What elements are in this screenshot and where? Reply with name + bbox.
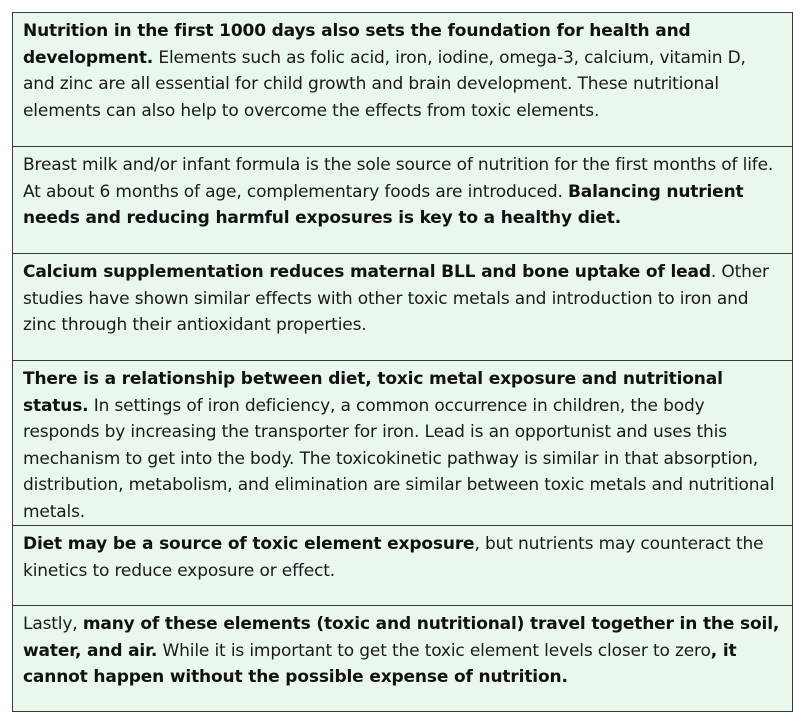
cell-text: In settings of iron deficiency, a common occurrence in children, the body responds by increasing the transporter for iron. Lead is an opportunist and uses this mechanism to get into the body. The toxicokinetic pathway is similar in that absorption, distribution, metabolism, and elimination are similar between toxic metals and nutritional metals. bbox=[23, 395, 775, 522]
cell-text: . Other studies have shown similar effects with other toxic metals and introduction to iron and zinc through their antioxidant properties. bbox=[23, 262, 769, 335]
table-cell-nutrition-first-1000-days bbox=[13, 13, 793, 147]
info-table bbox=[12, 12, 793, 712]
cell-text: Lastly, bbox=[23, 614, 83, 634]
table-cell-calcium-supplementation bbox=[13, 254, 793, 361]
cell-text: , but nutrients may counteract the kinetics to reduce exposure or effect. bbox=[23, 534, 764, 581]
table-cell-lastly bbox=[13, 606, 793, 712]
table-cell-breast-milk bbox=[13, 147, 793, 254]
cell-text: Breast milk and/or infant formula is the sole source of nutrition for the first months of life. At about 6 months of age, complementary foods are introduced. bbox=[23, 155, 774, 202]
cell-text-bold: Calcium supplementation reduces maternal BLL and bone uptake of lead bbox=[23, 262, 711, 282]
cell-text: Elements such as folic acid, iron, iodine, omega-3, calcium, vitamin D, and zinc are all essential for child growth and brain development. These nutritional elements can also help to overcome the effects from toxic elements. bbox=[23, 47, 746, 121]
table-row bbox=[13, 13, 793, 147]
cell-text-bold: There is a relationship between diet, toxic metal exposure and nutritional status. bbox=[23, 369, 723, 416]
table-row bbox=[13, 254, 793, 361]
cell-text-bold: Nutrition in the first 1000 days also sets the foundation for health and development. bbox=[23, 21, 691, 68]
cell-text-bold: , it cannot happen without the possible expense of nutrition. bbox=[23, 640, 737, 687]
cell-text-bold: many of these elements (toxic and nutritional) travel together in the soil, water, and air. bbox=[23, 614, 780, 661]
table-row bbox=[13, 526, 793, 606]
cell-text-bold: Diet may be a source of toxic element exposure bbox=[23, 534, 475, 554]
table-row bbox=[13, 147, 793, 254]
cell-text: While it is important to get the toxic element levels closer to zero bbox=[157, 640, 711, 661]
cell-text-bold: Balancing nutrient needs and reducing harmful exposures is key to a healthy diet. bbox=[23, 181, 744, 228]
table-cell-diet-source bbox=[13, 526, 793, 606]
table-cell-diet-relationship bbox=[13, 361, 793, 526]
table-row bbox=[13, 606, 793, 712]
table-row bbox=[13, 361, 793, 526]
